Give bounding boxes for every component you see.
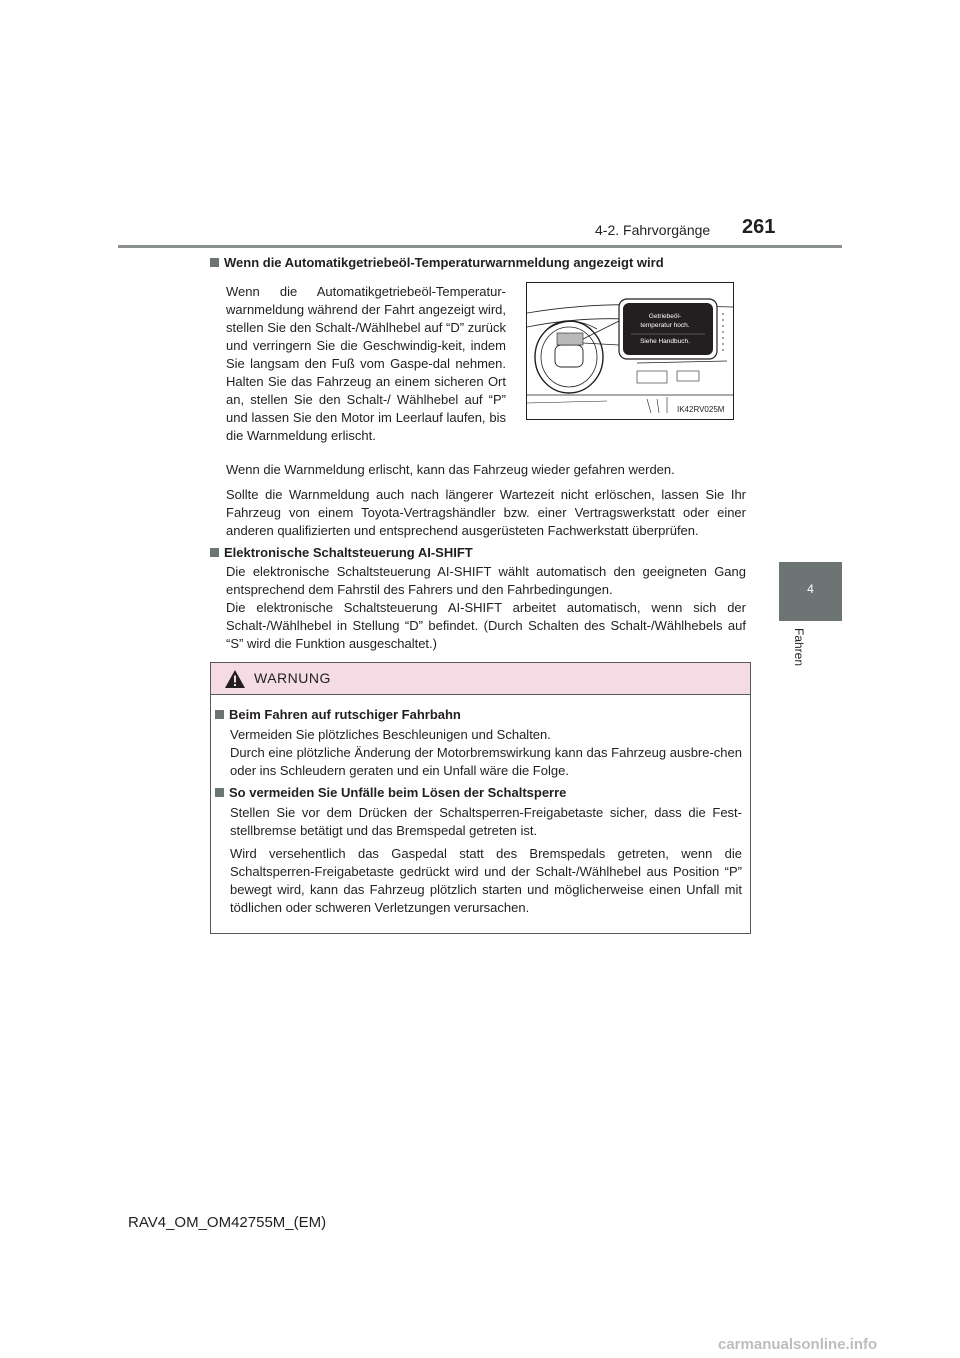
section-intro-paragraph: Wenn die Automatikgetriebeöl-Temperatur-warnmeldung während der Fahrt angezeigt wird, stellen Sie den Schalt-/Wählhebel auf “D” zurück und verringern Sie die Geschwindig-keit, indem Sie langsam den Fuß vom Gaspe-dal nehmen. Halten Sie das Fahrzeug an einem sicheren Ort an, stellen Sie den Schalt-/ Wählhebel auf “P” und lassen Sie den Motor im Leerlauf laufen, bis die Warnmeldung erlischt. [226,284,506,443]
warning-line: Vermeiden Sie plötzliches Beschleunigen und Schalten. [230,727,551,742]
display-message-line1: Getriebeöl- [648,313,682,320]
warning-triangle-icon [224,669,246,689]
chapter-name: Fahren [792,628,806,667]
warning-paragraph: Stellen Sie vor dem Drücken der Schaltsperren-Freigabetaste sicher, dass die Fest-stellbremse betätigt und das Bremspedal getreten ist. [230,805,742,838]
manual-code: RAV4_OM_OM42755M_(EM) [128,1214,327,1231]
section-paragraph: Die elektronische Schaltsteuerung AI-SHIFT arbeitet automatisch, wenn sich der Schalt-/Wählhebel in Stellung “D” befindet. (Durch Schalten des Schalt-/Wählhebels auf “S” wird die Funktion ausgeschaltet.) [226,600,746,651]
square-bullet-icon [215,788,224,797]
section-paragraph: Wenn die Warnmeldung erlischt, kann das Fahrzeug wieder gefahren werden. [226,462,675,477]
warning-item-heading-text: Beim Fahren auf rutschiger Fahrbahn [229,707,461,722]
section-heading-transmission-warning [210,255,750,270]
section-paragraph: Sollte die Warnmeldung auch nach längerer Wartezeit nicht erlöschen, lassen Sie Ihr Fahrzeug von einem Toyota-Vertragshändler bzw. einer Vertragswerkstatt oder einer anderen qualifizierten und entsprechend ausgerüsteten Fachwerkstatt überprüfen. [226,487,746,538]
section-heading-text: Wenn die Automatikgetriebeöl-Temperaturwarnmeldung angezeigt wird [224,255,664,270]
warning-paragraph: Wird versehentlich das Gaspedal statt des Bremspedals getreten, wenn die Schaltsperren-Freigabetaste gedrückt wird und der Schalt-/Wählhebel aus Position “P” bewegt wird, kann das Fahrzeug plötzlich starten und möglicherweise einen Unfall mit tödlichen oder schweren Verletzungen verursachen. [230,846,742,915]
page-number: 261 [742,216,776,238]
section-heading-text: Elektronische Schaltsteuerung AI-SHIFT [224,545,473,560]
warning-item-heading [215,707,745,722]
warning-title: WARNUNG [254,670,331,686]
dashboard-drawing [527,283,733,419]
square-bullet-icon [210,258,219,267]
warning-line: Durch eine plötzliche Änderung der Motorbremswirkung kann das Fahrzeug ausbre-chen oder ins Schleudern geraten und ein Unfall wäre die Folge. [230,745,742,778]
chapter-number: 4 [807,582,814,596]
square-bullet-icon [210,548,219,557]
warning-item-heading [215,785,745,800]
display-message-line2: temperatur hoch. [640,322,690,329]
figure-code: IK42RV025M [677,405,725,414]
section-body [226,563,746,653]
section-heading-ai-shift [210,545,750,560]
running-header-section: 4-2. Fahrvorgänge [595,222,711,238]
warning-item-body [230,726,742,780]
header-rule [118,245,842,248]
square-bullet-icon [215,710,224,719]
chapter-tab [779,562,842,621]
warning-title-bar [211,663,750,695]
watermark: carmanualsonline.info [718,1336,878,1353]
dashboard-illustration [526,282,734,420]
section-paragraph: Die elektronische Schaltsteuerung AI-SHIFT wählt automatisch den geeigneten Gang entsprechend dem Fahrstil des Fahrers und den Fahrbedingungen. [226,564,746,597]
warning-box [210,662,751,934]
warning-item-heading-text: So vermeiden Sie Unfälle beim Lösen der Schaltsperre [229,785,567,800]
display-message-line3: Siehe Handbuch. [640,338,690,345]
